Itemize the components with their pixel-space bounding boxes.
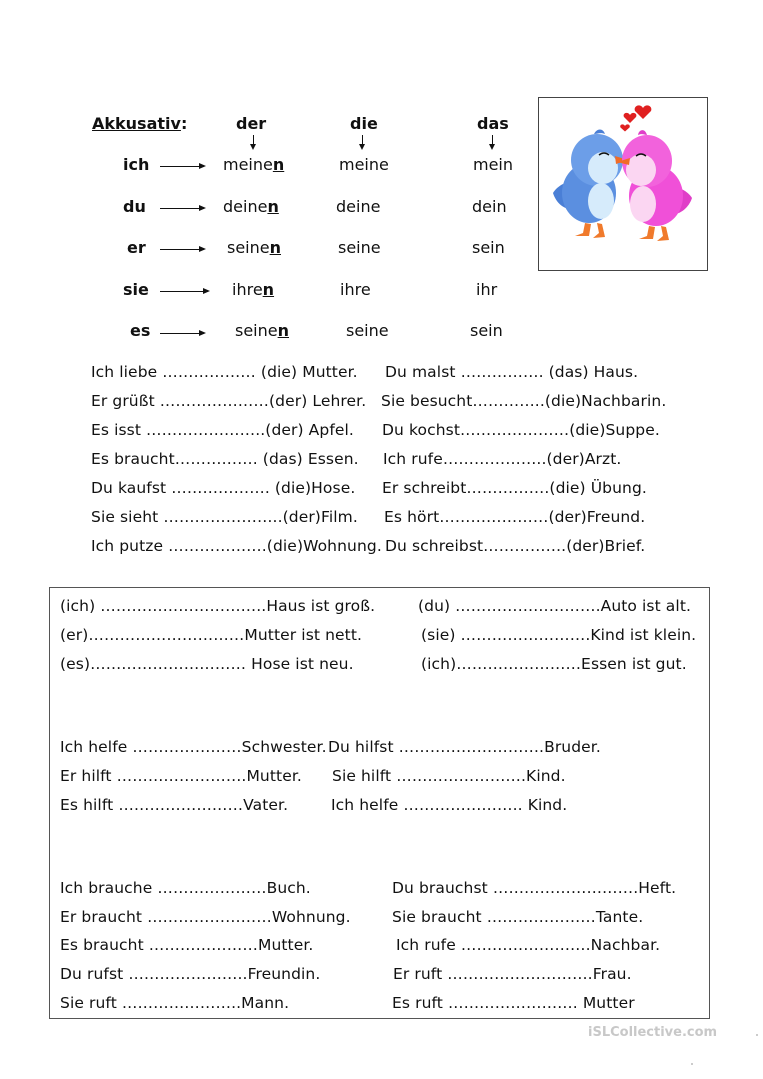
exercise1-left-7: Ich putze ……………….(die)Wohnung. (91, 537, 382, 555)
form-die-er: seine (338, 238, 381, 257)
exercise4-left-3: Es braucht …………………Mutter. (60, 936, 314, 954)
form-stem: meine (223, 155, 273, 174)
akkusativ-title (92, 114, 187, 133)
heart-icon (620, 105, 651, 131)
form-die-du: deine (336, 197, 381, 216)
form-ending: n (277, 321, 289, 340)
exercise3-row1-right: Du hilfst ……………………….Bruder. (328, 738, 601, 756)
exercise1-left-5: Du kaufst ………………. (die)Hose. (91, 479, 356, 497)
form-die-sie: ihre (340, 280, 371, 299)
exercise3-row2-left: Er hilft …………………….Mutter. (60, 767, 302, 785)
exercise1-right-7: Du schreibst…………….(der)Brief. (385, 537, 646, 555)
akkusativ-title-text: Akkusativ (92, 114, 181, 133)
exercise1-right-1: Du malst ……………. (das) Haus. (385, 363, 639, 381)
exercise1-right-4: Ich rufe………………..(der)Arzt. (383, 450, 622, 468)
form-der-es (235, 321, 289, 340)
speck (691, 1063, 693, 1065)
exercise1-left-1: Ich liebe ……………… (die) Mutter. (91, 363, 358, 381)
form-das-sie: ihr (476, 280, 498, 299)
pink-bird-icon (617, 130, 692, 241)
exercise3-row1-left: Ich helfe …………………Schwester. (60, 738, 327, 756)
form-ending: n (272, 155, 285, 174)
exercise1-right-5: Er schreibt…………….(die) Übung. (382, 479, 647, 497)
exercise2-right-1: (du) ……………………….Auto ist alt. (418, 597, 692, 615)
form-das-er: sein (472, 238, 505, 257)
exercise2-right-2: (sie) …………………….Kind ist klein. (421, 626, 697, 644)
form-stem: ihre (232, 280, 263, 299)
right-arrow-icon (160, 249, 204, 250)
form-die-ich: meine (339, 155, 389, 174)
exercise3-row2-right: Sie hilft …………………….Kind. (332, 767, 566, 785)
pronoun-du: du (123, 197, 146, 216)
form-ending: n (269, 238, 281, 257)
right-arrow-icon (160, 333, 204, 334)
exercise1-right-6: Es hört…………………(der)Freund. (384, 508, 646, 526)
form-stem: seine (235, 321, 278, 340)
akkusativ-title-colon: : (180, 114, 188, 133)
exercise4-left-1: Ich brauche …………………Buch. (60, 879, 311, 897)
exercise1-right-3: Du kochst…………………(die)Suppe. (382, 421, 660, 439)
form-der-er (227, 238, 281, 257)
exercise4-left-5: Sie ruft …………………..Mann. (60, 994, 290, 1012)
down-arrow-icon (492, 135, 493, 146)
form-das-ich: mein (473, 155, 514, 174)
article-header-die: die (350, 114, 378, 133)
exercise2-left-1: (ich) …………………………..Haus ist groß. (60, 597, 376, 615)
exercise1-right-2: Sie besucht…………..(die)Nachbarin. (381, 392, 667, 410)
exercise1-left-3: Es isst …………………..(der) Apfel. (91, 421, 354, 439)
kissing-birds-illustration (539, 98, 706, 269)
exercise1-left-2: Er grüßt …………………(der) Lehrer. (91, 392, 367, 410)
exercise4-right-2: Sie braucht …………………Tante. (392, 908, 644, 926)
watermark: iSLCollective.com (588, 1025, 718, 1040)
form-stem: deine (223, 197, 268, 216)
exercise2-left-3: (es)………………………… Hose ist neu. (60, 655, 354, 673)
exercise3-row3-right: Ich helfe ………………….. Kind. (331, 796, 568, 814)
form-das-es: sein (470, 321, 503, 340)
form-das-du: dein (472, 197, 507, 216)
article-header-der: der (236, 114, 267, 133)
form-der-sie (232, 280, 274, 299)
form-der-du (223, 197, 279, 216)
exercise4-left-2: Er braucht ……………………Wohnung. (60, 908, 351, 926)
speck (756, 1034, 758, 1036)
right-arrow-icon (160, 166, 204, 167)
pronoun-er: er (127, 238, 146, 257)
exercise4-left-4: Du rufst …………………..Freundin. (60, 965, 321, 983)
exercise4-right-4: Er ruft ……………………….Frau. (393, 965, 632, 983)
exercise3-row3-left: Es hilft ……………………Vater. (60, 796, 289, 814)
right-arrow-icon (160, 208, 204, 209)
exercise4-right-1: Du brauchst ……………………….Heft. (392, 879, 677, 897)
form-der-ich (223, 155, 284, 174)
exercise2-right-3: (ich)……………………Essen ist gut. (421, 655, 687, 673)
exercise4-right-5: Es ruft ……………………. Mutter (392, 994, 635, 1012)
form-ending: n (262, 280, 275, 299)
exercise1-left-4: Es braucht……………. (das) Essen. (91, 450, 359, 468)
form-die-es: seine (346, 321, 389, 340)
blue-bird-icon (553, 130, 628, 239)
pronoun-sie: sie (123, 280, 149, 299)
down-arrow-icon (362, 135, 363, 146)
down-arrow-icon (253, 135, 254, 146)
exercise2-left-2: (er)…………………………Mutter ist nett. (60, 626, 363, 644)
form-stem: seine (227, 238, 270, 257)
pronoun-ich: ich (123, 155, 150, 174)
exercise4-right-3: Ich rufe …………………….Nachbar. (396, 936, 661, 954)
article-header-das: das (477, 114, 509, 133)
exercise1-left-6: Sie sieht …………………..(der)Film. (91, 508, 358, 526)
form-ending: n (267, 197, 279, 216)
right-arrow-icon (160, 291, 208, 292)
pronoun-es: es (130, 321, 151, 340)
illustration-frame (538, 97, 708, 271)
